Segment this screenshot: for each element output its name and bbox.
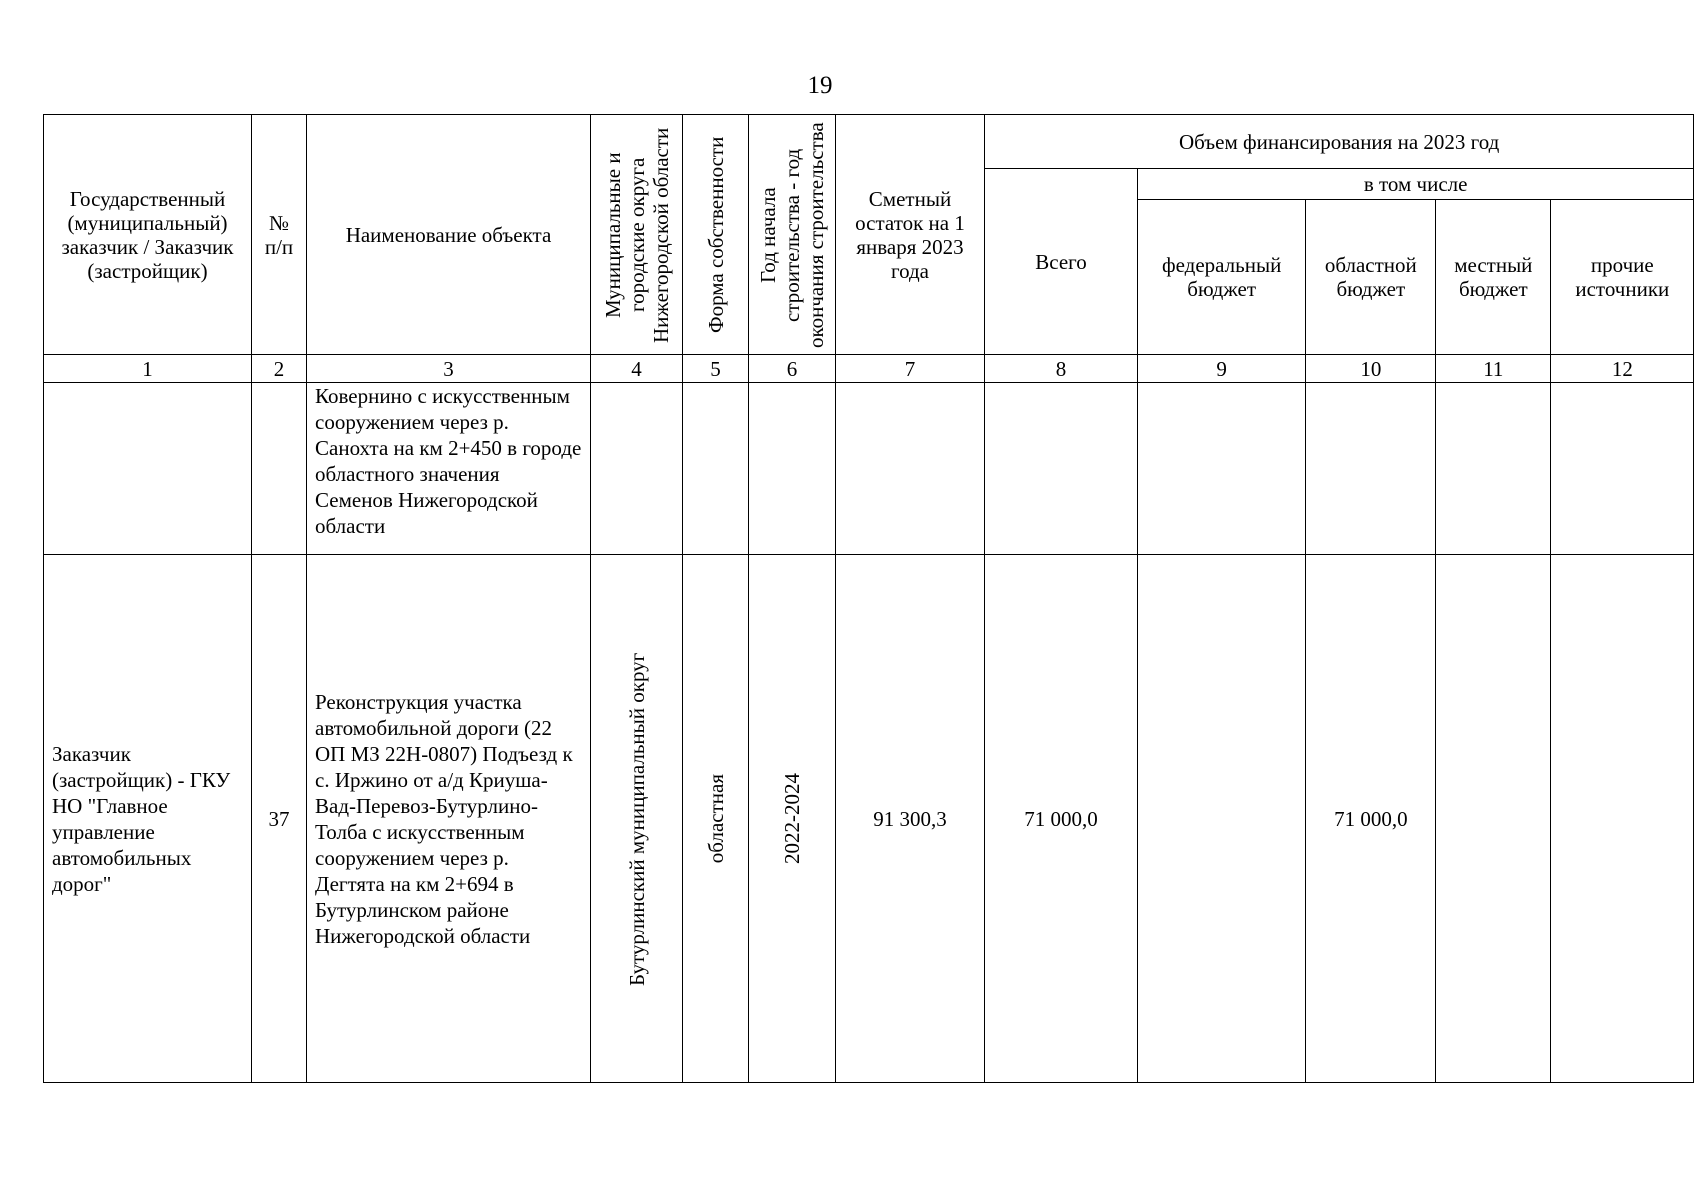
column-number: 12 bbox=[1551, 355, 1694, 383]
column-number: 2 bbox=[252, 355, 307, 383]
column-number: 4 bbox=[591, 355, 683, 383]
cell-customer: Заказчик (застройщик) - ГКУ НО "Главное управление автомобильных дорог" bbox=[44, 555, 252, 1083]
header-total: Всего bbox=[985, 169, 1138, 355]
header-other: прочие источники bbox=[1551, 200, 1694, 355]
column-number: 11 bbox=[1436, 355, 1551, 383]
cell-years bbox=[749, 383, 836, 555]
column-number: 8 bbox=[985, 355, 1138, 383]
cell-regional: 71 000,0 bbox=[1306, 555, 1436, 1083]
cell-ownership bbox=[683, 383, 749, 555]
header-local: местный бюджет bbox=[1436, 200, 1551, 355]
header-financing-group: Объем финансирования на 2023 год bbox=[985, 115, 1694, 169]
column-number: 3 bbox=[307, 355, 591, 383]
cell-num: 37 bbox=[252, 555, 307, 1083]
cell-local bbox=[1436, 383, 1551, 555]
cell-customer bbox=[44, 383, 252, 555]
cell-num bbox=[252, 383, 307, 555]
column-number: 9 bbox=[1138, 355, 1306, 383]
cell-years: 2022-2024 bbox=[749, 555, 836, 1083]
header-balance: Сметный остаток на 1 января 2023 года bbox=[836, 115, 985, 355]
cell-federal bbox=[1138, 383, 1306, 555]
header-object-name: Наименование объекта bbox=[307, 115, 591, 355]
cell-other bbox=[1551, 555, 1694, 1083]
cell-regional bbox=[1306, 383, 1436, 555]
table-row bbox=[44, 555, 1694, 1083]
header-row-1 bbox=[44, 115, 1694, 169]
cell-object-name: Ковернино с искусственным сооружением через р. Санохта на км 2+450 в городе областного значения Семенов Нижегородской области bbox=[307, 383, 591, 555]
cell-total bbox=[985, 383, 1138, 555]
financing-table bbox=[43, 114, 1694, 1083]
header-ownership: Форма собственности bbox=[683, 115, 749, 355]
cell-district: Бутурлинский муниципальный округ bbox=[591, 555, 683, 1083]
column-number: 5 bbox=[683, 355, 749, 383]
column-number-row bbox=[44, 355, 1694, 383]
header-years: Год начала строительства - год окончания строительства bbox=[749, 115, 836, 355]
cell-balance bbox=[836, 383, 985, 555]
header-customer: Государственный (муниципальный) заказчик / Заказчик (застройщик) bbox=[44, 115, 252, 355]
header-federal: федеральный бюджет bbox=[1138, 200, 1306, 355]
column-number: 1 bbox=[44, 355, 252, 383]
column-number: 7 bbox=[836, 355, 985, 383]
page-number: 19 bbox=[807, 72, 833, 99]
cell-federal bbox=[1138, 555, 1306, 1083]
header-num: № п/п bbox=[252, 115, 307, 355]
cell-local bbox=[1436, 555, 1551, 1083]
cell-total: 71 000,0 bbox=[985, 555, 1138, 1083]
cell-other bbox=[1551, 383, 1694, 555]
cell-ownership: областная bbox=[683, 555, 749, 1083]
column-number: 6 bbox=[749, 355, 836, 383]
header-regional: областной бюджет bbox=[1306, 200, 1436, 355]
header-including: в том числе bbox=[1138, 169, 1694, 200]
header-districts: Муниципальные и городские округа Нижегородской области bbox=[591, 115, 683, 355]
cell-balance: 91 300,3 bbox=[836, 555, 985, 1083]
table-row bbox=[44, 383, 1694, 555]
cell-object-name: Реконструкция участка автомобильной дороги (22 ОП МЗ 22Н-0807) Подъезд к с. Иржино от а/д Криуша-Вад-Перевоз-Бутурлино-Толба с искусственным сооружением через р. Дегтята на км 2+694 в Бутурлинском районе Нижегородской области bbox=[307, 555, 591, 1083]
column-number: 10 bbox=[1306, 355, 1436, 383]
cell-district bbox=[591, 383, 683, 555]
